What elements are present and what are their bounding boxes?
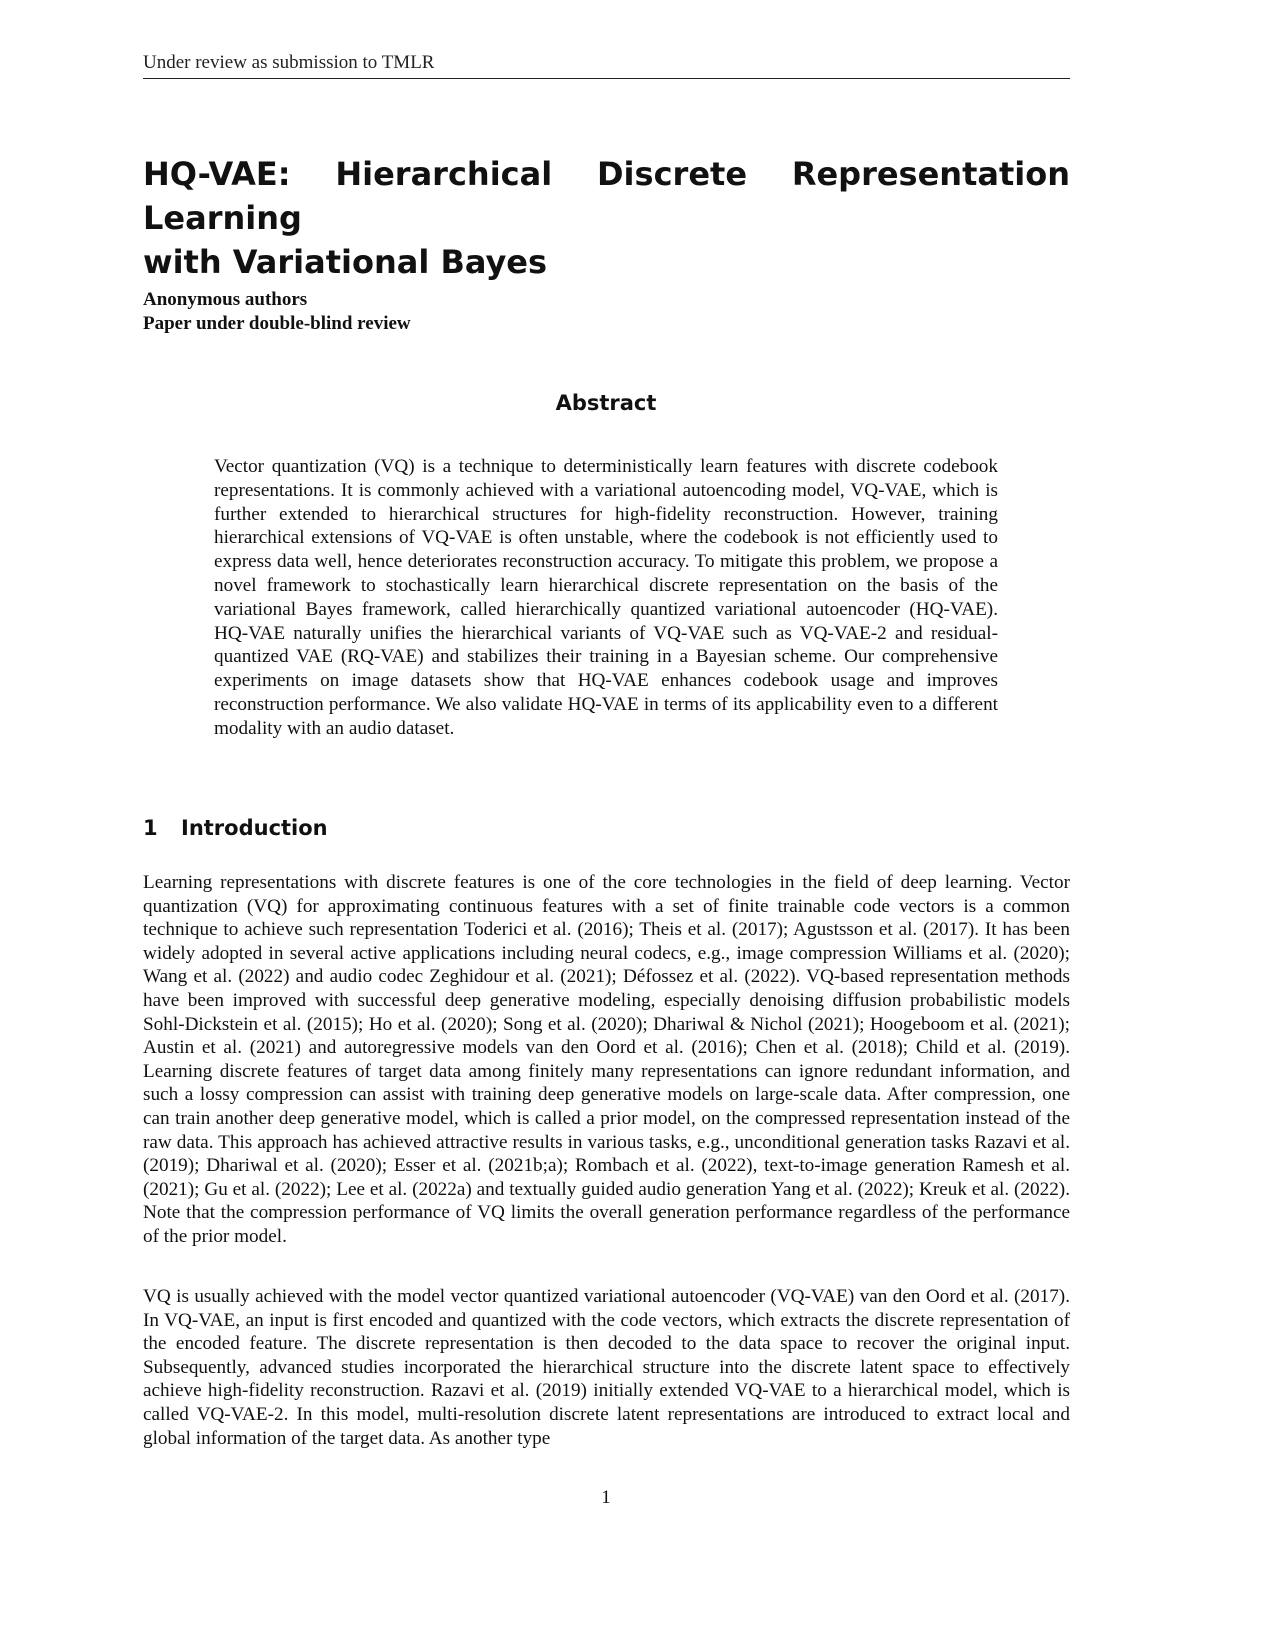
section-number: 1 xyxy=(143,816,158,840)
page-number: 1 xyxy=(601,1487,611,1508)
intro-paragraph-1: Learning representations with discrete features is one of the core technologies in the field of deep learning. Vector quantization (VQ) for approximating continuous features with a set of finite trainable code vectors is a common technique to achieve such representation Toderici et al. (2016); Theis et al. (2017); Agustsson et al. (2017). It has been widely adopted in several active applications including neural codecs, e.g., image compression Williams et al. (2020); Wang et al. (2022) and audio codec Zeghidour et al. (2021); Défossez et al. (2022). VQ-based representation methods have been improved with successful deep generative modeling, especially denoising diffusion probabilistic models Sohl-Dickstein et al. (2015); Ho et al. (2020); Song et al. (2020); Dhariwal & Nichol (2021); Hoogeboom et al. (2021); Austin et al. (2021) and autoregressive models van den Oord et al. (2016); Chen et al. (2018); Child et al. (2019). Learning discrete features of target data among finitely many representations can ignore redundant information, and such a lossy compression can assist with training deep generative models on large-scale data. After compression, one can train another deep generative model, which is called a prior model, on the compressed representation instead of the raw data. This approach has achieved attractive results in various tasks, e.g., unconditional generation tasks Razavi et al. (2019); Dhariwal et al. (2020); Esser et al. (2021b;a); Rombach et al. (2022), text-to-image generation Ramesh et al. (2021); Gu et al. (2022); Lee et al. (2022a) and textually guided audio generation Yang et al. (2022); Kreuk et al. (2022). Note that the compression performance of VQ limits the overall generation performance regardless of the performance of the prior model. xyxy=(143,872,1070,1247)
authors: Anonymous authors xyxy=(143,289,308,310)
review-note: Paper under double-blind review xyxy=(143,313,411,334)
section-title: Introduction xyxy=(181,816,328,840)
abstract-heading: Abstract xyxy=(555,391,657,415)
intro-paragraph-2: VQ is usually achieved with the model vector quantized variational autoencoder (VQ-VAE) van den Oord et al. (2017). In VQ-VAE, an input is first encoded and quantized with the code vectors, which extracts the discrete representation of the encoded feature. The discrete representation is then decoded to the data space to recover the original input. Subsequently, advanced studies incorporated the hierarchical structure into the discrete latent space to effectively achieve high-fidelity reconstruction. Razavi et al. (2019) initially extended VQ-VAE to a hierarchical model, which is called VQ-VAE-2. In this model, multi-resolution discrete latent representations are introduced to extract local and global information of the target data. As another type xyxy=(143,1286,1070,1449)
author-block xyxy=(143,288,411,336)
running-head: Under review as submission to TMLR xyxy=(143,52,1070,79)
abstract-text: Vector quantization (VQ) is a technique to deterministically learn features with discrete codebook representations. It is commonly achieved with a variational autoencoding model, VQ-VAE, which is further extended to hierarchical structures for high-fidelity reconstruction. However, training hierarchical extensions of VQ-VAE is often unstable, where the codebook is not efficiently used to express data well, hence deteriorates reconstruction accuracy. To mitigate this problem, we propose a novel framework to stochastically learn hierarchical discrete representation on the basis of the variational Bayes framework, called hierarchically quantized variational autoencoder (HQ-VAE). HQ-VAE naturally unifies the hierarchical variants of VQ-VAE such as VQ-VAE-2 and residual-quantized VAE (RQ-VAE) and stabilizes their training in a Bayesian scheme. Our comprehensive experiments on image datasets show that HQ-VAE enhances codebook usage and improves reconstruction performance. We also validate HQ-VAE in terms of its applicability even to a different modality with an audio dataset. xyxy=(214,456,998,739)
title-line-2: with Variational Bayes xyxy=(143,243,548,281)
title-line-1: HQ-VAE: Hierarchical Discrete Representation Learning xyxy=(143,155,1070,237)
section-heading-introduction xyxy=(143,816,328,840)
paper-title xyxy=(143,152,1070,284)
